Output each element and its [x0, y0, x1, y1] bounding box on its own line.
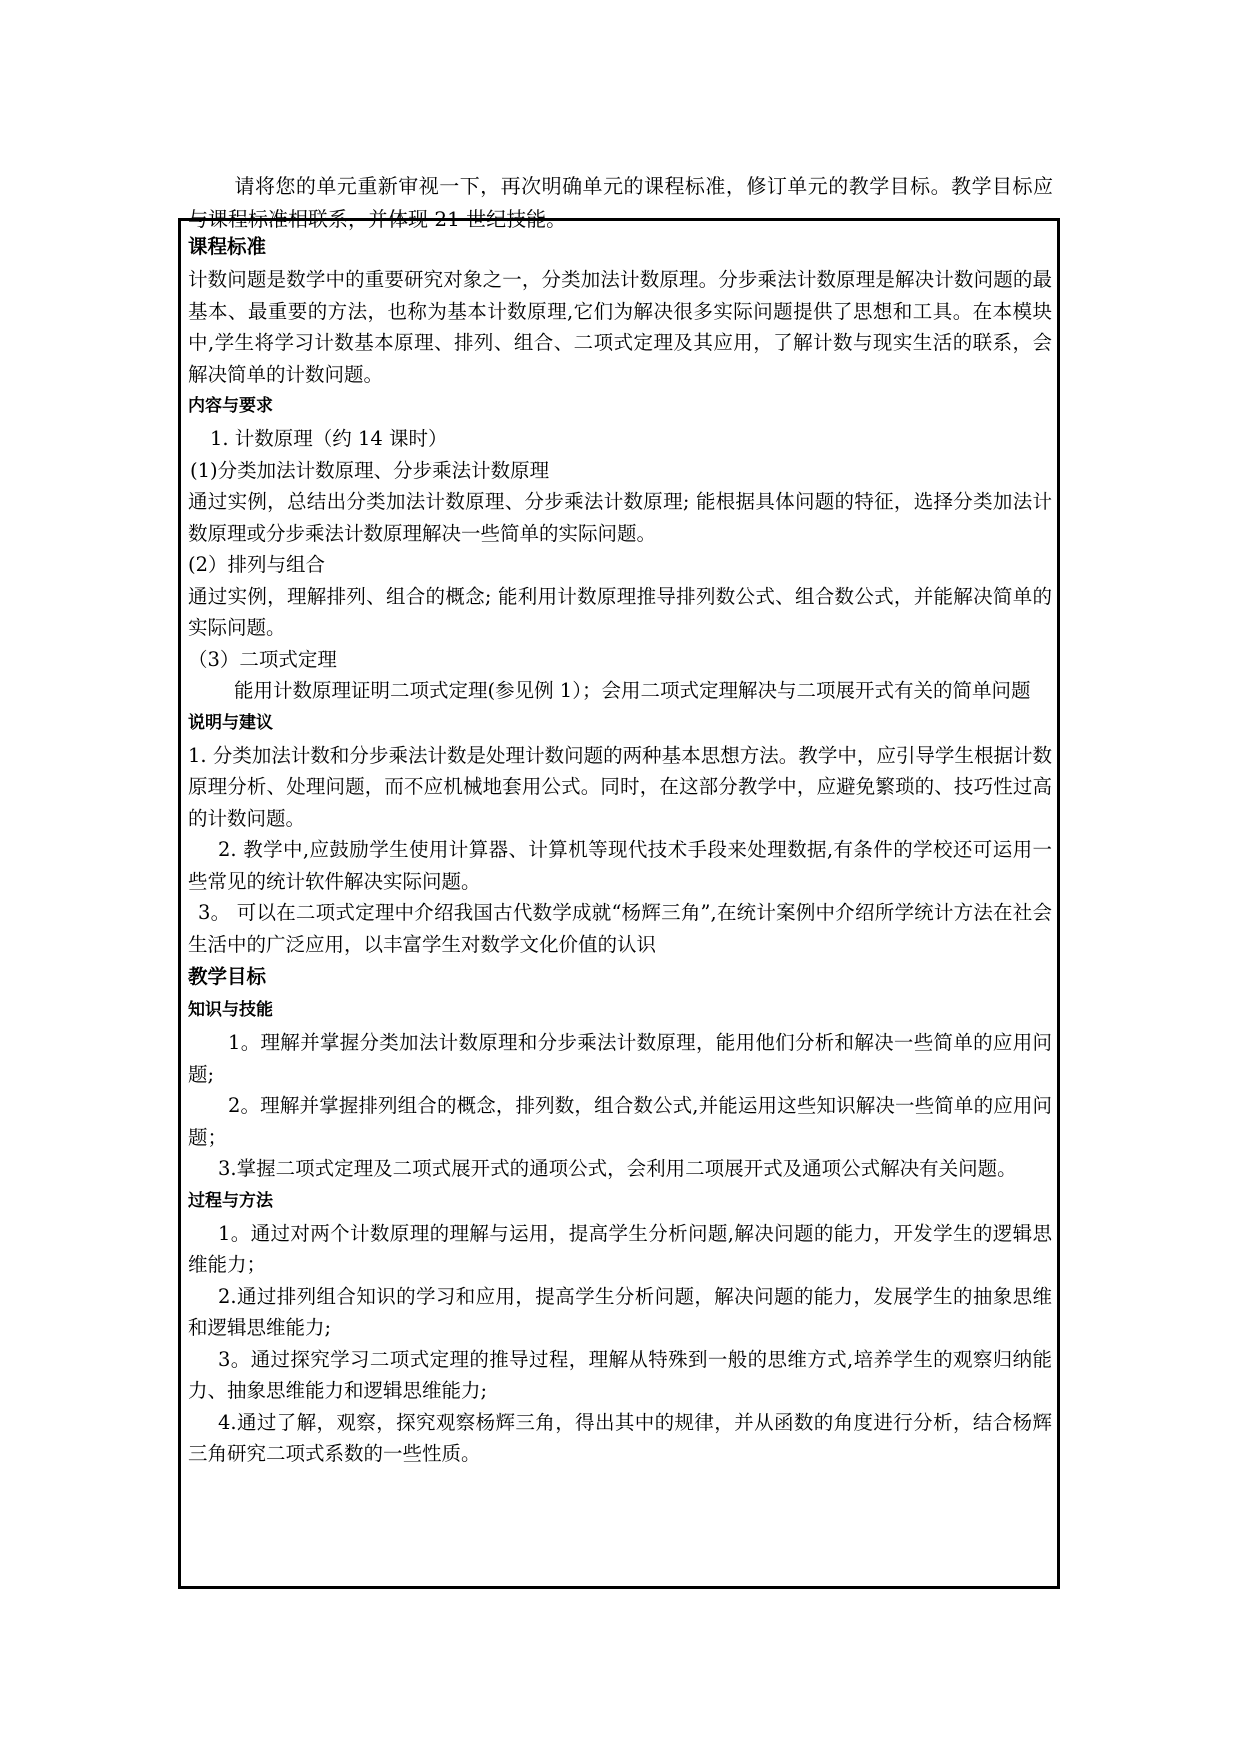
content-sub-3-body: 能用计数原理证明二项式定理(参见例 1）；会用二项式定理解决与二项展开式有关的简单问题 — [234, 679, 1031, 702]
notes-item-2-body: 2. 教学中,应鼓励学生使用计算器、计算机等现代技术手段来处理数据,有条件的学校还可运用一些常见的统计软件解决实际问题。 — [188, 838, 1052, 893]
process-item-2 — [188, 1281, 1052, 1344]
content-sub-1: (1)分类加法计数原理、分步乘法计数原理 — [190, 458, 550, 482]
knowledge-item-1 — [188, 1027, 1052, 1090]
content-item-1: 1. 计数原理（约 14 课时） — [210, 427, 448, 450]
content-sub-2: (2）排列与组合 — [188, 553, 326, 576]
knowledge-item-3 — [188, 1153, 1052, 1185]
notes-item-1: 1. 分类加法计数和分步乘法计数是处理计数问题的两种基本思想方法。教学中，应引导学生根据计数原理分析、处理问题，而不应机械地套用公式。同时，在这部分教学中，应避免繁琐的、技巧性过高的计数问题。 — [188, 743, 1052, 830]
knowledge-item-3-body: 3.掌握二项式定理及二项式展开式的通项公式，会利用二项展开式及通项公式解决有关问题。 — [218, 1157, 1017, 1180]
process-item-1 — [188, 1218, 1052, 1281]
notes-item-2 — [188, 834, 1052, 897]
content-sub-1-text: 通过实例，总结出分类加法计数原理、分步乘法计数原理; 能根据具体问题的特征，选择分类加法计数原理或分步乘法计数原理解决一些简单的实际问题。 — [188, 490, 1052, 545]
process-item-4 — [188, 1407, 1052, 1470]
content-sub-3-text — [188, 675, 1052, 707]
notes-title: 说明与建议 — [188, 712, 273, 733]
notes-item-3-body: 3。 可以在二项式定理中介绍我国古代数学成就“杨辉三角”,在统计案例中介绍所学统计方法在社会生活中的广泛应用，以丰富学生对数学文化价值的认识 — [188, 901, 1052, 956]
process-title: 过程与方法 — [188, 1190, 273, 1211]
process-item-2-body: 2.通过排列组合知识的学习和应用，提高学生分析问题，解决问题的能力，发展学生的抽象思维和逻辑思维能力; — [188, 1284, 1052, 1339]
process-item-3-body: 3。通过探究学习二项式定理的推导过程，理解从特殊到一般的思维方式,培养学生的观察归纳能力、抽象思维能力和逻辑思维能力; — [188, 1347, 1052, 1402]
process-item-1-body: 1。通过对两个计数原理的理解与运用，提高学生分析问题,解决问题的能力，开发学生的逻辑思维能力； — [188, 1221, 1052, 1276]
content-sub-2-text: 通过实例，理解排列、组合的概念; 能利用计数原理推导排列数公式、组合数公式，并能解决简单的实际问题。 — [188, 584, 1052, 639]
content-title: 内容与要求 — [188, 396, 273, 416]
knowledge-item-2 — [188, 1090, 1052, 1153]
curriculum-title: 课程标准 — [188, 235, 267, 258]
knowledge-item-2-body: 2。理解并掌握排列组合的概念，排列数，组合数公式,并能运用这些知识解决一些简单的应用问题； — [188, 1094, 1052, 1149]
content-sub-3: （3）二项式定理 — [188, 647, 337, 671]
knowledge-item-1-body: 1。理解并掌握分类加法计数原理和分步乘法计数原理，能用他们分析和解决一些简单的应用问题; — [188, 1031, 1052, 1086]
standards-table-content — [188, 230, 1052, 1470]
process-item-4-body: 4.通过了解，观察，探究观察杨辉三角，得出其中的规律，并从函数的角度进行分析，结合杨辉三角研究二项式系数的一些性质。 — [188, 1410, 1052, 1465]
goals-title: 教学目标 — [188, 965, 267, 988]
curriculum-text: 计数问题是数学中的重要研究对象之一，分类加法计数原理。分步乘法计数原理是解决计数问题的最基本、最重要的方法，也称为基本计数原理,它们为解决很多实际问题提供了思想和工具。在本模块中,学生将学习计数基本原理、排列、组合、二项式定理及其应用，了解计数与现实生活的联系，会解决简单的计数问题。 — [188, 268, 1052, 386]
process-item-3 — [188, 1344, 1052, 1407]
intro-text: 请将您的单元重新审视一下，再次明确单元的课程标准，修订单元的教学目标。教学目标应与课程标准相联系，并体现 21 世纪技能。 — [188, 174, 1053, 231]
notes-item-3 — [188, 897, 1052, 960]
knowledge-title: 知识与技能 — [188, 1000, 273, 1020]
